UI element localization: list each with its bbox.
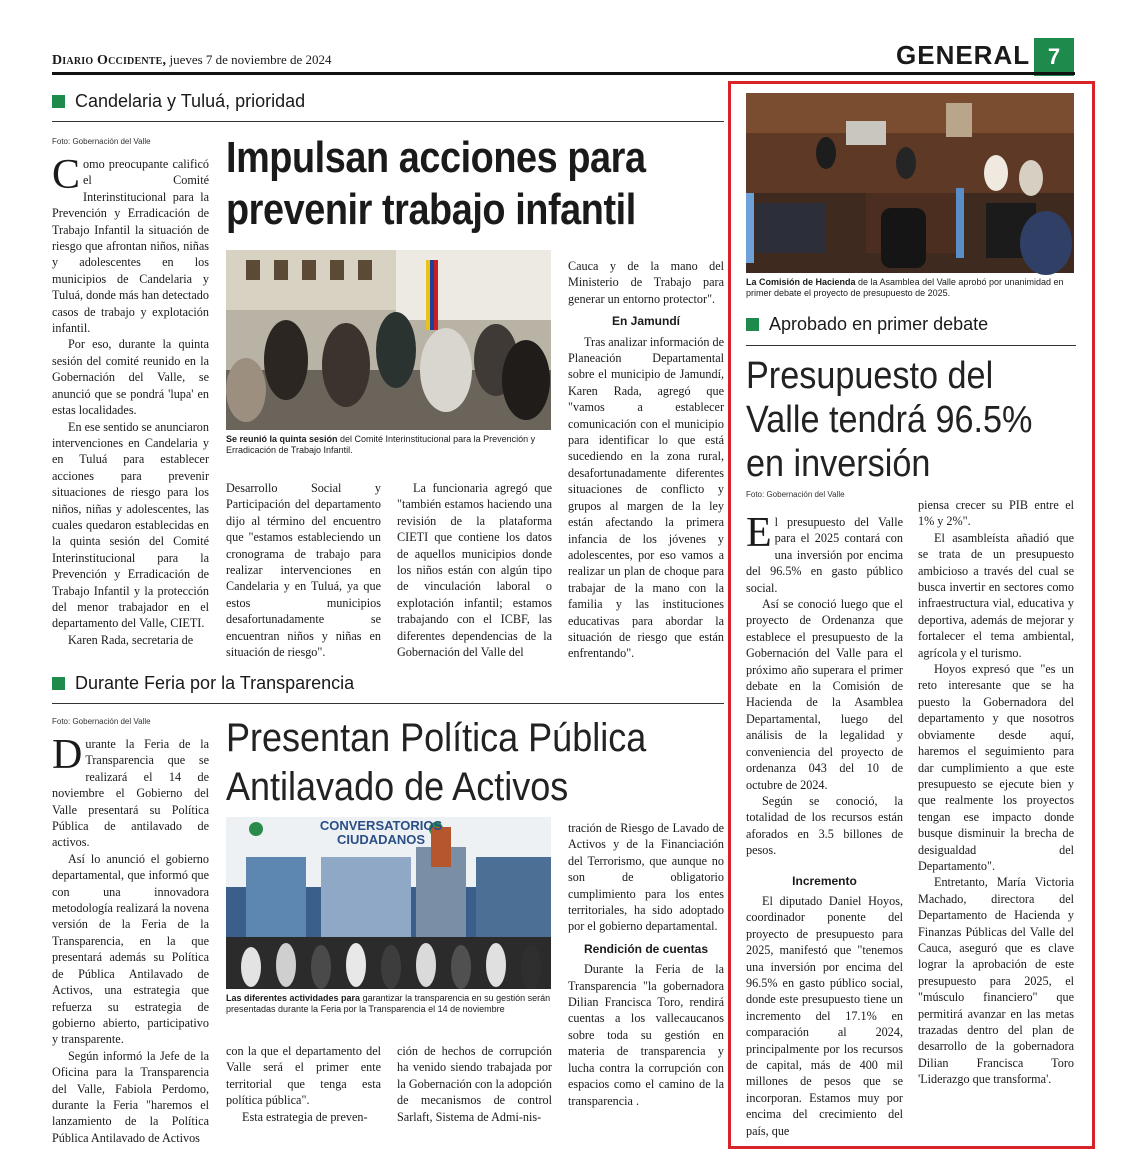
story2-kicker-text: Durante Feria por la Transparencia	[75, 673, 355, 693]
story3-paragraph: Según se conoció, la totalidad de los recursos están aforados en 3.5 billones de pesos.	[746, 793, 903, 858]
story3-paragraph: El diputado Daniel Hoyos, coordinador ponente del proyecto de presupuesto para 2025, manifestó que "tenemos una inversión por encima del 96.5% en gasto público social, donde este presupuesto tiene un incremento del 17.1% en comparación al 2024, principalmente por los recursos de capital, más de 400 mil millones de pesos que se incorporan. Estamos muy por encima del crecimiento del país, que	[746, 893, 903, 1138]
story1-paragraph: Cauca y de la mano del Ministerio de Trabajo para generar un entorno protector".	[568, 259, 724, 306]
story2-caption-bold: Las diferentes actividades para	[226, 993, 361, 1003]
story1-kicker	[52, 91, 305, 112]
story3-kicker-text: Aprobado en primer debate	[769, 314, 989, 334]
story3-rule	[746, 345, 1076, 346]
story2-paragraph: Así lo anunció el gobierno departamental, que informó que con una innovadora metodología realizará la novena versión de la Feria de la Transparencia, en la que presentará además su Política de Pública Antilavado de Activos, una estrategia que refuerza su estrategia de gobierno abierto, participativo y transparente.	[52, 851, 209, 1047]
story2-paragraph: ción de hechos de corrupción ha venido siendo trabajada por la Gobernación con la adopción de mecanismos de control Sarlaft, Sistema de Admi-nis-	[397, 1044, 552, 1124]
story1-caption-text: del Comité Interinstitucional para la Prevención y Erradicación de Trabajo Infantil.	[226, 434, 536, 455]
story2-paragraph: con la que el departamento del Valle será el primer ente territorial que tenga esta política pública".	[226, 1044, 381, 1108]
story3-photo-credit: Foto: Gobernación del Valle	[746, 490, 845, 499]
story2-paragraph: Durante la Feria de la Transparencia "la gobernadora Dilian Francisca Toro, rendirá cuentas a los vallecaucanos sobre toda su gestión en materia de transparencia y lucha contra la corrupción con espacios como el camino de la transparencia .	[568, 962, 724, 1108]
story2-headline-line2: Antilavado de Activos	[226, 765, 569, 809]
story2-column-4	[568, 820, 724, 1130]
story1-photo-credit: Foto: Gobernación del Valle	[52, 137, 151, 146]
story1-paragraph: omo preocupante calificó el Comité Interinstitucional para la Prevención y Erradicación de Trabajo Infantil la situación de riesgo que afrontan niños, niñas y adolescentes en los municipios de Candelaria y Tuluá, donde más han detectado casos de trabajo y explotación infantil.	[52, 157, 209, 336]
story1-paragraph: Tras analizar información de Planeación Departamental sobre el municipio de Jamundí, Karen Rada, agregó que "vamos a establecer comunicación con el municipio para identificar lo que está sucediendo en la zona rural, desafortunadamente diferentes situaciones de conflicto y grupos al margen de la ley están afectando la primera infancia de los jóvenes y adolescentes, por eso vamos a realizar un plan de choque para trabajar de la mano con la familia y las instituciones educativas para abordar la situación de riesgo que están enfrentando".	[568, 334, 724, 661]
story1-subhead: En Jamundí	[611, 314, 680, 329]
story3-column-1	[746, 510, 903, 1138]
story2-paragraph: urante la Feria de la Transparencia que se realizará el 14 de noviembre el Gobierno del Valle presentará su Política Pública de antilavado de activos.	[52, 737, 209, 850]
story1-kicker-text: Candelaria y Tuluá, prioridad	[75, 91, 306, 111]
story1-dropcap: C	[52, 152, 81, 198]
story3-subhead: Incremento	[792, 873, 857, 888]
story3-paragraph: piensa crecer su PIB entre el 1% y 2%".	[918, 498, 1074, 529]
story3-paragraph: Hoyos expresó que "es un reto interesante que se ha puesto la Gobernadora del departamento y que nosotros obviamente desde aquí, haremos el seguimiento para dar cumplimiento a que este presupuesto se ejecute bien y que realmente los proyectos tengan ese impacto donde busque disminuir la brecha de desigualdad del Departamento".	[918, 662, 1074, 873]
story3-photo-commission	[746, 93, 1074, 273]
story2-paragraph: Según informó la Jefe de la Oficina para la Transparencia del Valle, Fabiola Perdomo, durante la Feria "haremos el lanzamiento de la Política Pública Antilavado de Activos	[52, 1048, 209, 1145]
story1-paragraph: Desarrollo Social y Participación del departamento dijo al término del encuentro que "estamos estableciendo un cronograma de trabajo para realizar intervenciones en Candelaria y en Tuluá, ya que estos municipios desafortunadamente se encuentran niños y niñas en situación de riesgo".	[226, 481, 381, 660]
story3-headline-line3: en inversión	[746, 443, 931, 485]
issue-date: jueves 7 de noviembre de 2024	[166, 52, 332, 67]
story2-headline-line1: Presentan Política Pública	[226, 716, 647, 760]
masthead	[52, 52, 332, 69]
story3-paragraph: El asambleísta añadió que se trata de un presupuesto ambicioso a través del cual se busca invertir en sectores como infraestructura vial, educativa y deportiva, además de mejorar y fortalecer el tema ambiental, agrícola y el turismo.	[918, 530, 1074, 660]
story1-headline-line1: Impulsan acciones para	[226, 133, 646, 182]
story1-column-2	[226, 480, 381, 668]
story2-photo-caption	[226, 993, 554, 1015]
story1-rule	[52, 121, 724, 122]
story2-caption-text: garantizar la transparencia en su gestión serán presentadas durante la Feria por la Transparencia el 14 de noviembre	[226, 993, 551, 1014]
story3-caption-bold: La Comisión de Hacienda	[746, 277, 856, 287]
story2-column-1	[52, 732, 209, 1145]
story3-photo-caption	[746, 277, 1076, 299]
story1-caption-bold: Se reunió la quinta sesión	[226, 434, 338, 444]
story1-column-1	[52, 152, 209, 668]
story1-paragraph: Por eso, durante la quinta sesión del comité reunido en la Gobernación del Valle, se anunció que se pondrá 'lupa' en estas localidades.	[52, 337, 209, 418]
story2-column-3	[397, 1043, 552, 1131]
story2-paragraph: tración de Riesgo de Lavado de Activos y de la Financiación del Terrorismo, que aunque no son de obligatorio cumplimiento para los entes territoriales, ha sido adoptado por el gobierno departamental.	[568, 821, 724, 934]
story3-headline-line1: Presupuesto del	[746, 355, 994, 397]
story3-caption-text: de la Asamblea del Valle aprobó por unanimidad en primer debate el proyecto de presupuesto de 2025.	[746, 277, 1064, 298]
story1-paragraph: La funcionaria agregó que "también estamos haciendo una revisión de la plataforma CIETI que contiene los datos de aquellos municipios donde los niños están con algún tipo de vinculación laboral o explotación infantil; estamos trabajando con el ICBF, las diferentes dependencias de la Gobernación del Valle del	[397, 481, 552, 660]
story2-photo-banner: CONVERSATORIOS CIUDADANOS	[319, 818, 443, 847]
story3-paragraph: Así se conoció luego que el proyecto de Ordenanza que establece el presupuesto de la Gobernación del Valle para el próximo año superara el primer debate en la Comisión de Hacienda de la Asamblea Departamental, luego del análisis de la legalidad y conveniencia del proyecto de ordenanza 043 del 10 de octubre de 2024.	[746, 597, 903, 792]
green-square-icon	[746, 318, 759, 331]
story2-subhead: Rendición de cuentas	[583, 941, 709, 956]
story2-photo-credit: Foto: Gobernación del Valle	[52, 717, 151, 726]
story3-paragraph: l presupuesto del Valle para el 2025 contará con una inversión por encima del 96.5% en gasto público social.	[746, 515, 903, 595]
newspaper-brand: Diario Occidente,	[52, 53, 167, 68]
story3-dropcap: E	[746, 510, 772, 556]
story3-paragraph: Entretanto, María Victoria Machado, directora del Departamento de Hacienda y Finanzas Públicas del Valle del Cauca, aseguró que es clave lograr la aprobación de este presupuesto para 2025, el "músculo financiero" que permitirá avanzar en las metas trazadas dentro del plan de desarrollo de la gobernadora Dilian Francisca Toro 'Liderazgo que transforma'.	[918, 875, 1074, 1087]
story1-headline-line2: prevenir trabajo infantil	[226, 185, 636, 234]
story3-column-2	[918, 497, 1074, 1130]
story2-kicker	[52, 673, 354, 694]
story3-kicker	[746, 314, 988, 335]
section-name: GENERAL	[896, 40, 1031, 70]
story2-photo-event	[226, 817, 551, 989]
page-number: 7	[1034, 38, 1074, 76]
story1-paragraph: Karen Rada, secretaria de	[68, 632, 194, 647]
story1-column-4	[568, 258, 724, 668]
green-square-icon	[52, 95, 65, 108]
story3-headline-line2: Valle tendrá 96.5%	[746, 399, 1033, 441]
green-square-icon	[52, 677, 65, 690]
story2-rule	[52, 703, 724, 704]
story1-column-3	[397, 480, 552, 668]
story2-column-2	[226, 1043, 381, 1131]
story2-dropcap: D	[52, 732, 83, 778]
story1-paragraph: En ese sentido se anunciaron intervenciones en Candelaria y en Tuluá para establecer acciones para prevenir situaciones de riesgo para los niños, niñas y adolescentes, las cuales quedaron establecidas en la quinta sesión del Comité Interinstitucional para la Prevención y Erradicación de Trabajo Infantil y la protección del menor trabajador en el departamento del Valle, CIETI.	[52, 419, 209, 631]
story1-photo-caption	[226, 434, 554, 456]
story2-paragraph: Esta estrategia de preven-	[242, 1109, 368, 1124]
story1-photo-meeting	[226, 250, 551, 430]
top-rule	[52, 72, 1075, 75]
